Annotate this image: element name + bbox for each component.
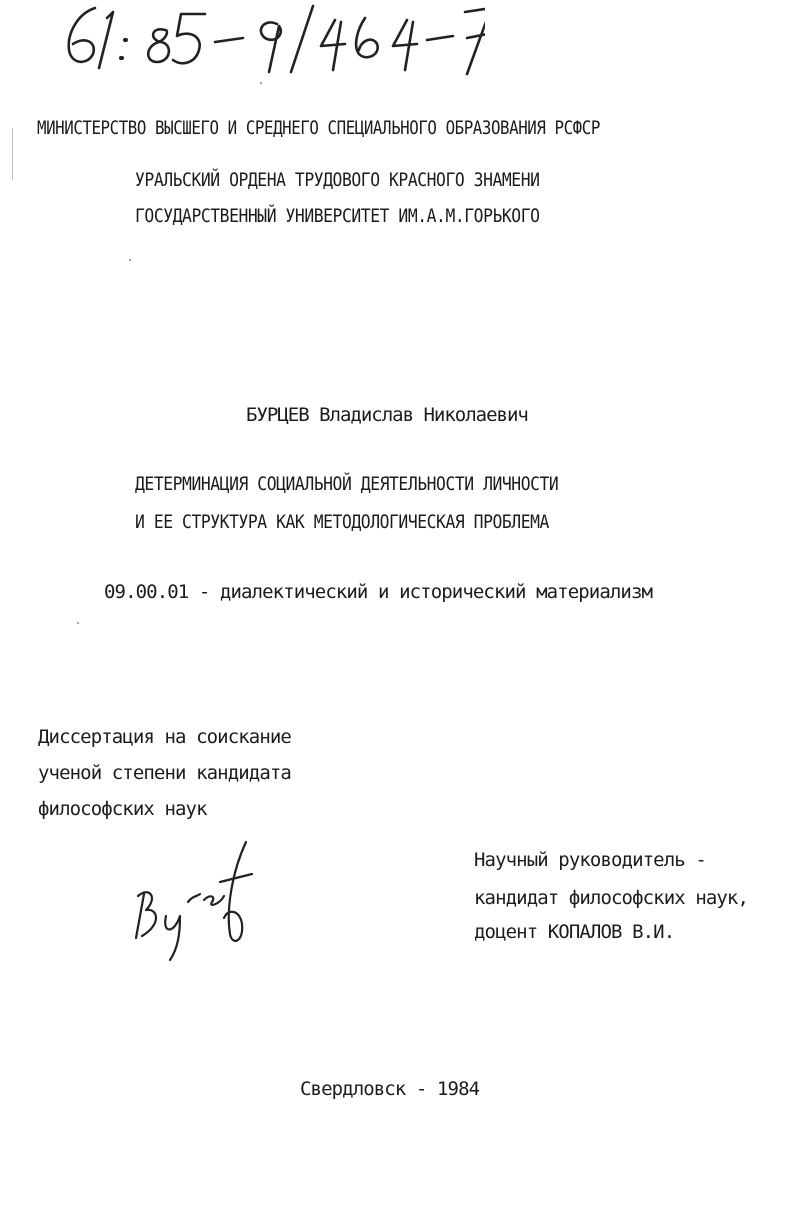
advisor-line-2: кандидат философских наук,: [474, 887, 749, 909]
degree-line-1: Диссертация на соискание: [38, 726, 291, 748]
advisor-line-3: доцент КОПАЛОВ В.И.: [474, 921, 675, 943]
scan-speck: [77, 622, 79, 624]
handwritten-archive-number: [55, 0, 485, 80]
university-line-2: ГОСУДАРСТВЕННЫЙ УНИВЕРСИТЕТ ИМ.А.М.ГОРЬКОГО: [135, 205, 540, 227]
scan-edge-mark: [12, 128, 13, 180]
ministry-heading: МИНИСТЕРСТВО ВЫСШЕГО И СРЕДНЕГО СПЕЦИАЛЬНОГО ОБРАЗОВАНИЯ РСФСР: [37, 117, 600, 139]
specialty-code: 09.00.01 - диалектический и исторический материализм: [104, 581, 653, 603]
scan-speck: [129, 259, 131, 261]
place-and-year: Свердловск - 1984: [300, 1078, 480, 1100]
author-name: БУРЦЕВ Владислав Николаевич: [246, 404, 528, 426]
dissertation-title-line-1: ДЕТЕРМИНАЦИЯ СОЦИАЛЬНОЙ ДЕЯТЕЛЬНОСТИ ЛИЧНОСТИ: [135, 473, 559, 495]
scan-speck: [260, 82, 262, 84]
author-signature: [128, 838, 258, 966]
advisor-line-1: Научный руководитель -: [474, 849, 706, 871]
degree-line-2: ученой степени кандидата: [38, 762, 291, 784]
dissertation-title-line-2: И ЕЕ СТРУКТУРА КАК МЕТОДОЛОГИЧЕСКАЯ ПРОБЛЕМА: [135, 511, 549, 533]
degree-line-3: философских наук: [38, 798, 207, 820]
university-line-1: УРАЛЬСКИЙ ОРДЕНА ТРУДОВОГО КРАСНОГО ЗНАМЕНИ: [135, 169, 540, 191]
